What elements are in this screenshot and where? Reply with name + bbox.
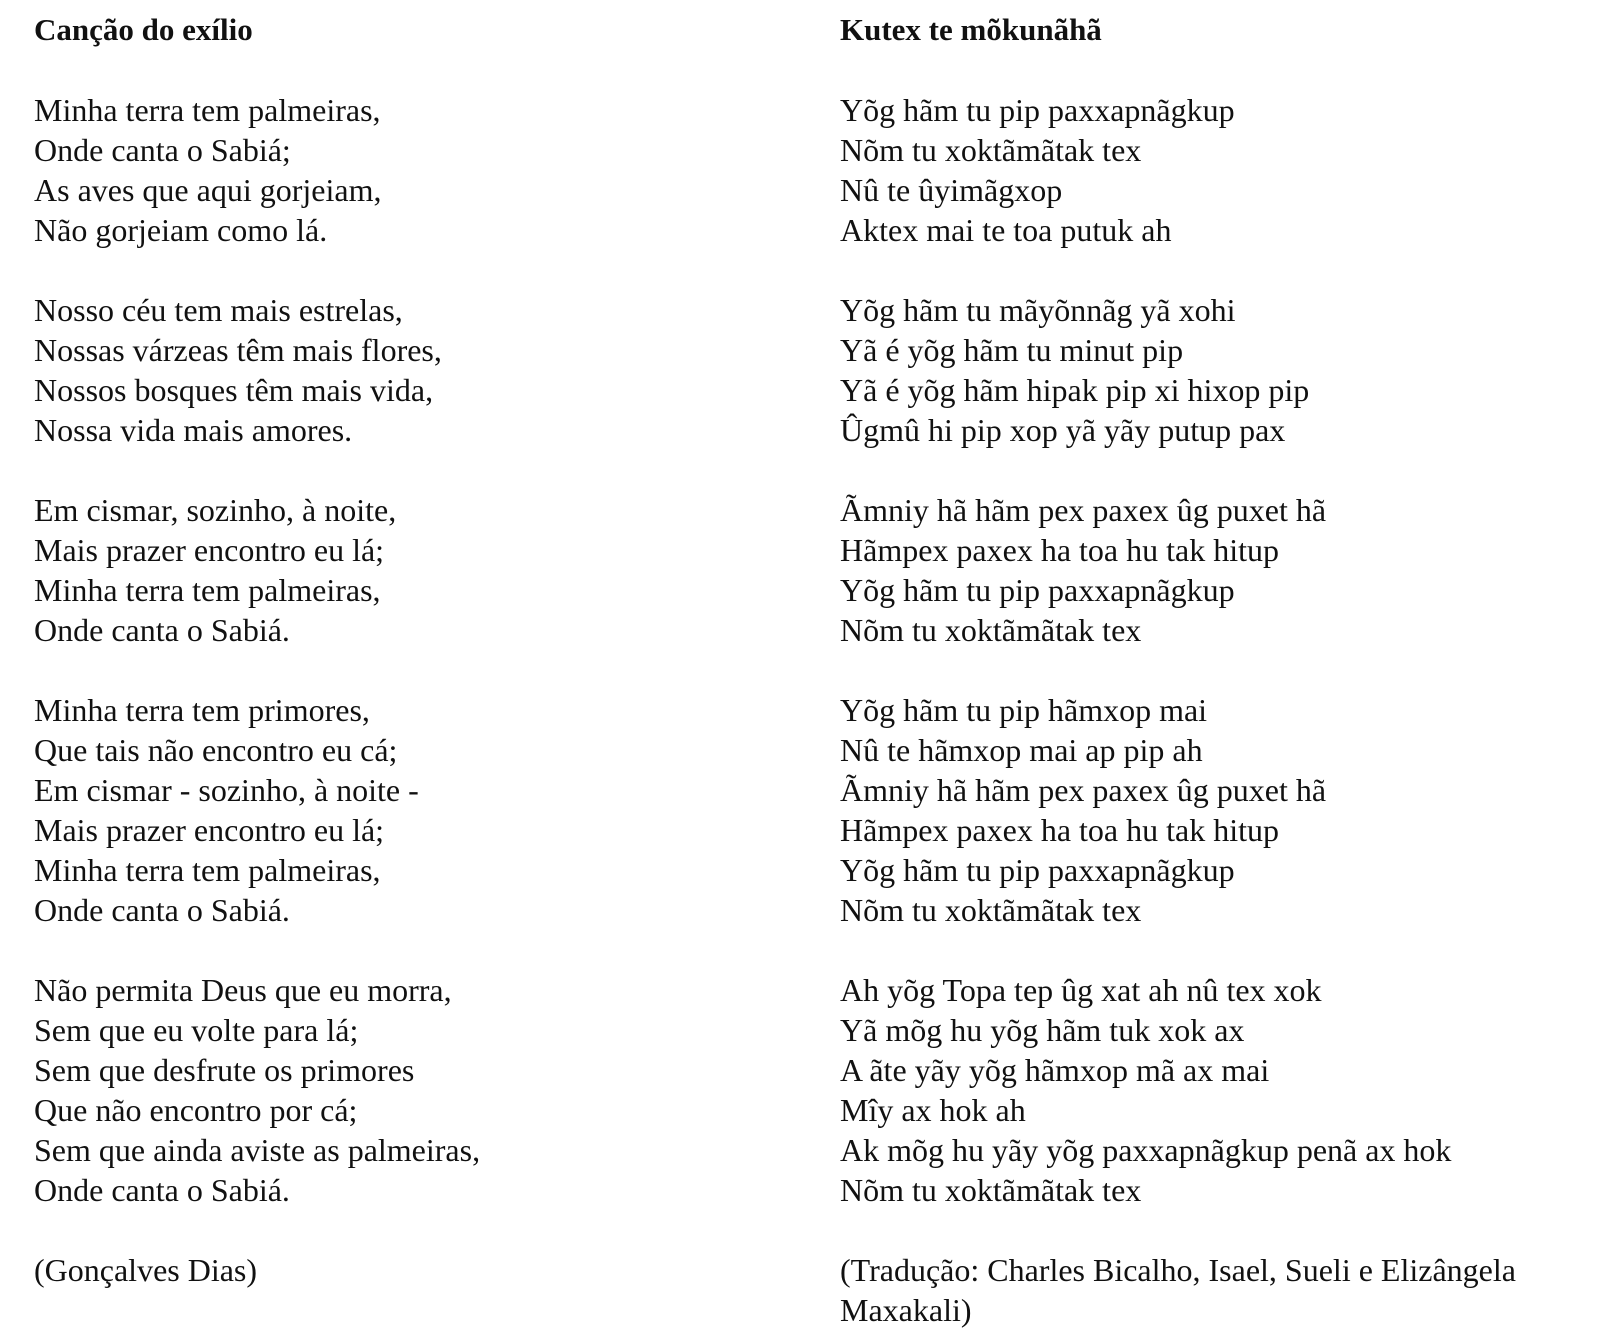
verse-line: Aktex mai te toa putuk ah	[840, 212, 1172, 248]
verse-line: Nossos bosques têm mais vida,	[34, 372, 434, 408]
verse-line: Mais prazer encontro eu lá;	[34, 812, 385, 848]
translator-credit	[840, 1250, 1590, 1330]
verse-line: Em cismar, sozinho, à noite,	[34, 492, 397, 528]
verse-line: As aves que aqui gorjeiam,	[34, 172, 382, 208]
verse-line: Yõg hãm tu pip paxxapnãgkup	[840, 92, 1235, 128]
stanza-2	[34, 290, 794, 450]
stanza-4	[840, 690, 1590, 930]
verse-line: Ah yõg Topa tep ûg xat ah nû tex xok	[840, 972, 1322, 1008]
verse-line: Yõg hãm tu pip paxxapnãgkup	[840, 852, 1235, 888]
verse-line: Onde canta o Sabiá.	[34, 892, 290, 928]
verse-line: Ãmniy hã hãm pex paxex ûg puxet hã	[840, 492, 1327, 528]
verse-line: Ak mõg hu yãy yõg paxxapnãgkup penã ax hok	[840, 1132, 1452, 1168]
verse-line: Hãmpex paxex ha toa hu tak hitup	[840, 812, 1279, 848]
verse-line: Yõg hãm tu mãyõnnãg yã xohi	[840, 292, 1236, 328]
verse-line: Nõm tu xoktãmãtak tex	[840, 1172, 1142, 1208]
stanza-1	[840, 90, 1590, 250]
verse-line: Que não encontro por cá;	[34, 1092, 358, 1128]
stanza-5	[840, 970, 1590, 1210]
verse-line: Ãmniy hã hãm pex paxex ûg puxet hã	[840, 772, 1327, 808]
verse-line: Onde canta o Sabiá.	[34, 1172, 290, 1208]
verse-line: Nosso céu tem mais estrelas,	[34, 292, 403, 328]
stanza-3	[840, 490, 1590, 650]
stanza-2	[840, 290, 1590, 450]
verse-line: Onde canta o Sabiá.	[34, 612, 290, 648]
translator-credit-line: (Tradução: Charles Bicalho, Isael, Sueli e Elizângela	[840, 1252, 1516, 1288]
verse-line: Minha terra tem palmeiras,	[34, 852, 381, 888]
verse-line: Que tais não encontro eu cá;	[34, 732, 398, 768]
verse-line: Nû te ûyimãgxop	[840, 172, 1063, 208]
verse-line: Nû te hãmxop mai ap pip ah	[840, 732, 1203, 768]
verse-line: Minha terra tem primores,	[34, 692, 370, 728]
verse-line: Nossa vida mais amores.	[34, 412, 353, 448]
author-credit: (Gonçalves Dias)	[34, 1252, 258, 1288]
verse-line: Yã é yõg hãm hipak pip xi hixop pip	[840, 372, 1310, 408]
verse-line: Não gorjeiam como lá.	[34, 212, 328, 248]
stanza-3	[34, 490, 794, 650]
verse-line: Em cismar - sozinho, à noite -	[34, 772, 419, 808]
verse-line: Yõg hãm tu pip hãmxop mai	[840, 692, 1208, 728]
verse-line: Sem que ainda aviste as palmeiras,	[34, 1132, 481, 1168]
verse-line: Nõm tu xoktãmãtak tex	[840, 892, 1142, 928]
poem-title: Canção do exílio	[34, 12, 253, 47]
translation-column	[840, 10, 1590, 1330]
verse-line: Yã é yõg hãm tu minut pip	[840, 332, 1184, 368]
stanza-5	[34, 970, 794, 1210]
verse-line: Yõg hãm tu pip paxxapnãgkup	[840, 572, 1235, 608]
verse-line: Mais prazer encontro eu lá;	[34, 532, 385, 568]
verse-line: Não permita Deus que eu morra,	[34, 972, 452, 1008]
verse-line: A ãte yãy yõg hãmxop mã ax mai	[840, 1052, 1270, 1088]
verse-line: Minha terra tem palmeiras,	[34, 572, 381, 608]
verse-line: Onde canta o Sabiá;	[34, 132, 291, 168]
translation-title: Kutex te mõkunãhã	[840, 12, 1102, 47]
translator-credit-line: Maxakali)	[840, 1292, 972, 1328]
stanza-4	[34, 690, 794, 930]
verse-line: Yã mõg hu yõg hãm tuk xok ax	[840, 1012, 1245, 1048]
verse-line: Mîy ax hok ah	[840, 1092, 1026, 1128]
stanza-1	[34, 90, 794, 250]
verse-line: Minha terra tem palmeiras,	[34, 92, 381, 128]
verse-line: Nõm tu xoktãmãtak tex	[840, 132, 1142, 168]
original-poem-column	[34, 10, 794, 1290]
verse-line: Nossas várzeas têm mais flores,	[34, 332, 442, 368]
verse-line: Nõm tu xoktãmãtak tex	[840, 612, 1142, 648]
verse-line: Ûgmû hi pip xop yã yãy putup pax	[840, 412, 1286, 448]
verse-line: Sem que eu volte para lá;	[34, 1012, 359, 1048]
verse-line: Sem que desfrute os primores	[34, 1052, 415, 1088]
verse-line: Hãmpex paxex ha toa hu tak hitup	[840, 532, 1279, 568]
